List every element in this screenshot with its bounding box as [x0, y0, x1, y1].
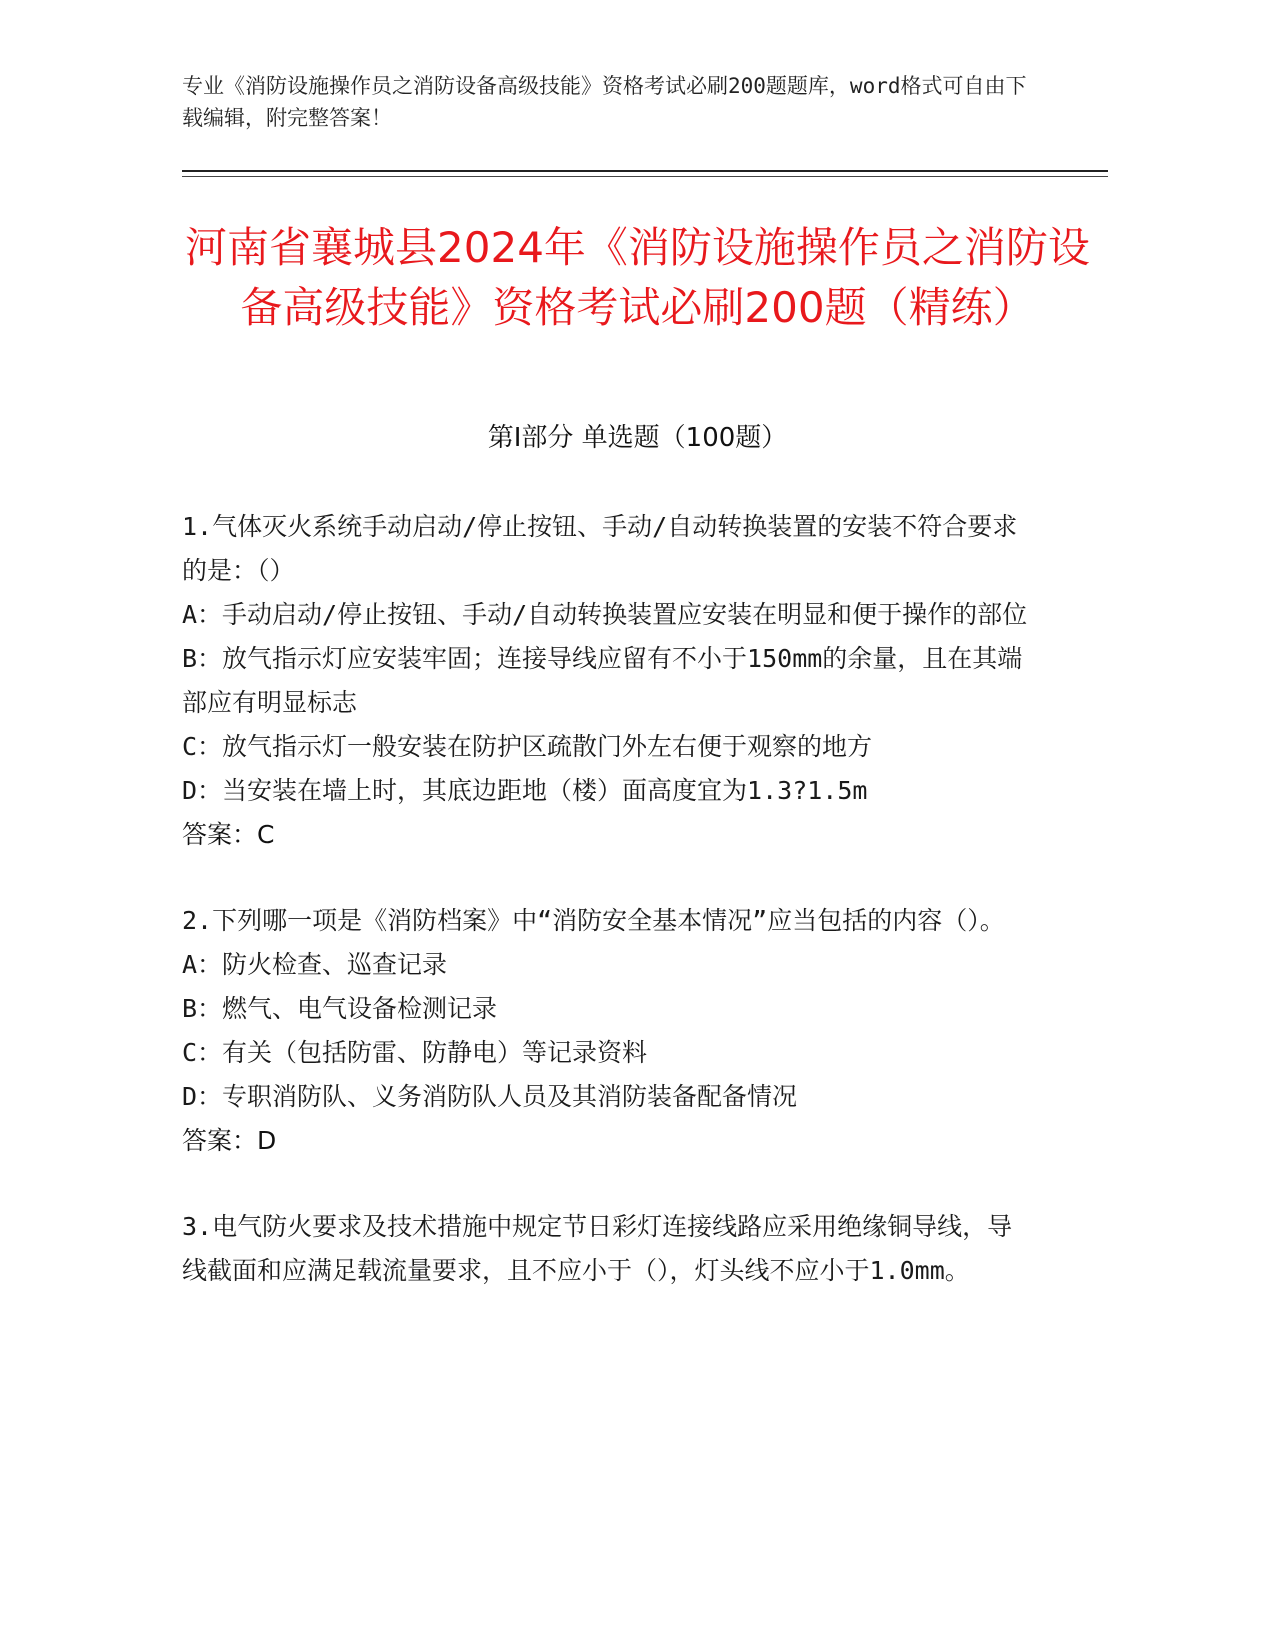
option-d: D：专职消防队、义务消防队人员及其消防装备配备情况: [182, 1082, 798, 1111]
document-title: 河南省襄城县2024年《消防设施操作员之消防设备高级技能》资格考试必刷200题（精练）: [185, 223, 1090, 332]
question-stem: 1.气体灭火系统手动启动/停止按钮、手动/自动转换装置的安装不符合要求的是：（）: [182, 512, 1018, 585]
question-stem: 3.电气防火要求及技术措施中规定节日彩灯连接线路应采用绝缘铜导线，导线截面和应满足载流量要求，且不应小于（），灯头线不应小于1.0mm。: [182, 1212, 1013, 1285]
answer-line: 答案：C: [182, 820, 275, 849]
header-divider-thin: [182, 176, 1108, 177]
section-title: 第I部分 单选题（100题）: [487, 423, 788, 453]
option-b: B：燃气、电气设备检测记录: [182, 994, 498, 1023]
question-stem: 2.下列哪一项是《消防档案》中“消防安全基本情况”应当包括的内容（）。: [182, 906, 1005, 935]
option-b: B：放气指示灯应安装牢固；连接导线应留有不小于150mm的余量，且在其端部应有明显标志: [182, 644, 1023, 717]
question-2: [182, 899, 1032, 1163]
option-d: D：当安装在墙上时，其底边距地（楼）面高度宜为1.3?1.5m: [182, 776, 868, 805]
option-c: C：有关（包括防雷、防静电）等记录资料: [182, 1038, 648, 1067]
option-c: C：放气指示灯一般安装在防护区疏散门外左右便于观察的地方: [182, 732, 873, 761]
option-a: A：防火检查、巡查记录: [182, 950, 448, 979]
question-list: [182, 505, 1032, 1335]
header-note: 专业《消防设施操作员之消防设备高级技能》资格考试必刷200题题库，word格式可自由下载编辑，附完整答案！: [182, 74, 1027, 130]
header-divider-thick: [182, 170, 1108, 172]
question-3: [182, 1205, 1032, 1293]
answer-line: 答案：D: [182, 1126, 277, 1155]
option-a: A：手动启动/停止按钮、手动/自动转换装置应安装在明显和便于操作的部位: [182, 600, 1028, 629]
question-1: [182, 505, 1032, 857]
